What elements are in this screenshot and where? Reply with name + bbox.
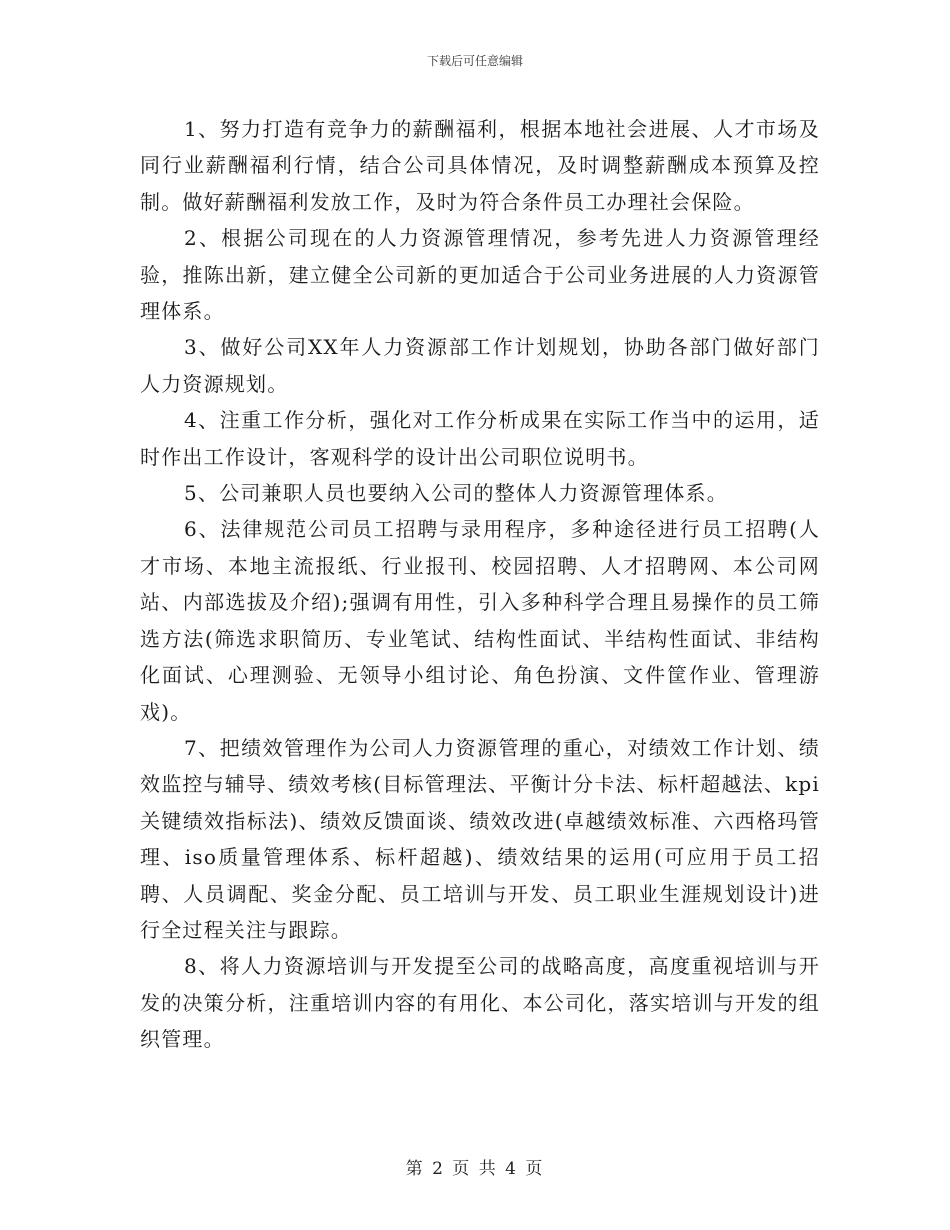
document-body bbox=[140, 111, 820, 1058]
paragraph-5: 5、公司兼职人员也要纳入公司的整体人力资源管理体系。 bbox=[184, 481, 728, 506]
paragraph-6: 6、法律规范公司员工招聘与录用程序，多种途径进行员工招聘(人才市场、本地主流报纸、行业报刊、校园招聘、人才招聘网、本公司网站、内部选拔及介绍);强调有用性，引入多种科学合理且易操作的员工筛选方法(筛选求职简历、专业笔试、结构性面试、半结构性面试、非结构化面试、心理测验、无领导小组讨论、角色扮演、文件筐作业、管理游戏)。 bbox=[140, 517, 820, 724]
paragraph-4: 4、注重工作分析，强化对工作分析成果在实际工作当中的运用，适时作出工作设计，客观科学的设计出公司职位说明书。 bbox=[140, 408, 820, 469]
paragraph-1: 1、努力打造有竞争力的薪酬福利，根据本地社会进展、人才市场及同行业薪酬福利行情，结合公司具体情况，及时调整薪酬成本预算及控制。做好薪酬福利发放工作，及时为符合条件员工办理社会保险。 bbox=[140, 117, 820, 214]
paragraph-8: 8、将人力资源培训与开发提至公司的战略高度，高度重视培训与开发的决策分析，注重培训内容的有用化、本公司化，落实培训与开发的组织管理。 bbox=[140, 954, 820, 1052]
page-number-footer: 第 2 页 共 4 页 bbox=[405, 1159, 545, 1179]
paragraph-2: 2、根据公司现在的人力资源管理情况，参考先进人力资源管理经验，推陈出新，建立健全公司新的更加适合于公司业务进展的人力资源管理体系。 bbox=[140, 226, 820, 324]
page-header-note: 下载后可任意编辑 bbox=[426, 54, 523, 68]
paragraph-3: 3、做好公司XX年人力资源部工作计划规划，协助各部门做好部门人力资源规划。 bbox=[140, 335, 820, 396]
paragraph-7: 7、把绩效管理作为公司人力资源管理的重心，对绩效工作计划、绩效监控与辅导、绩效考核(目标管理法、平衡计分卡法、标杆超越法、kpi关键绩效指标法)、绩效反馈面谈、绩效改进(卓越绩效标准、六西格玛管理、iso质量管理体系、标杆超越)、绩效结果的运用(可应用于员工招聘、人员调配、奖金分配、员工培训与开发、员工职业生涯规划设计)进行全过程关注与跟踪。 bbox=[140, 735, 820, 942]
